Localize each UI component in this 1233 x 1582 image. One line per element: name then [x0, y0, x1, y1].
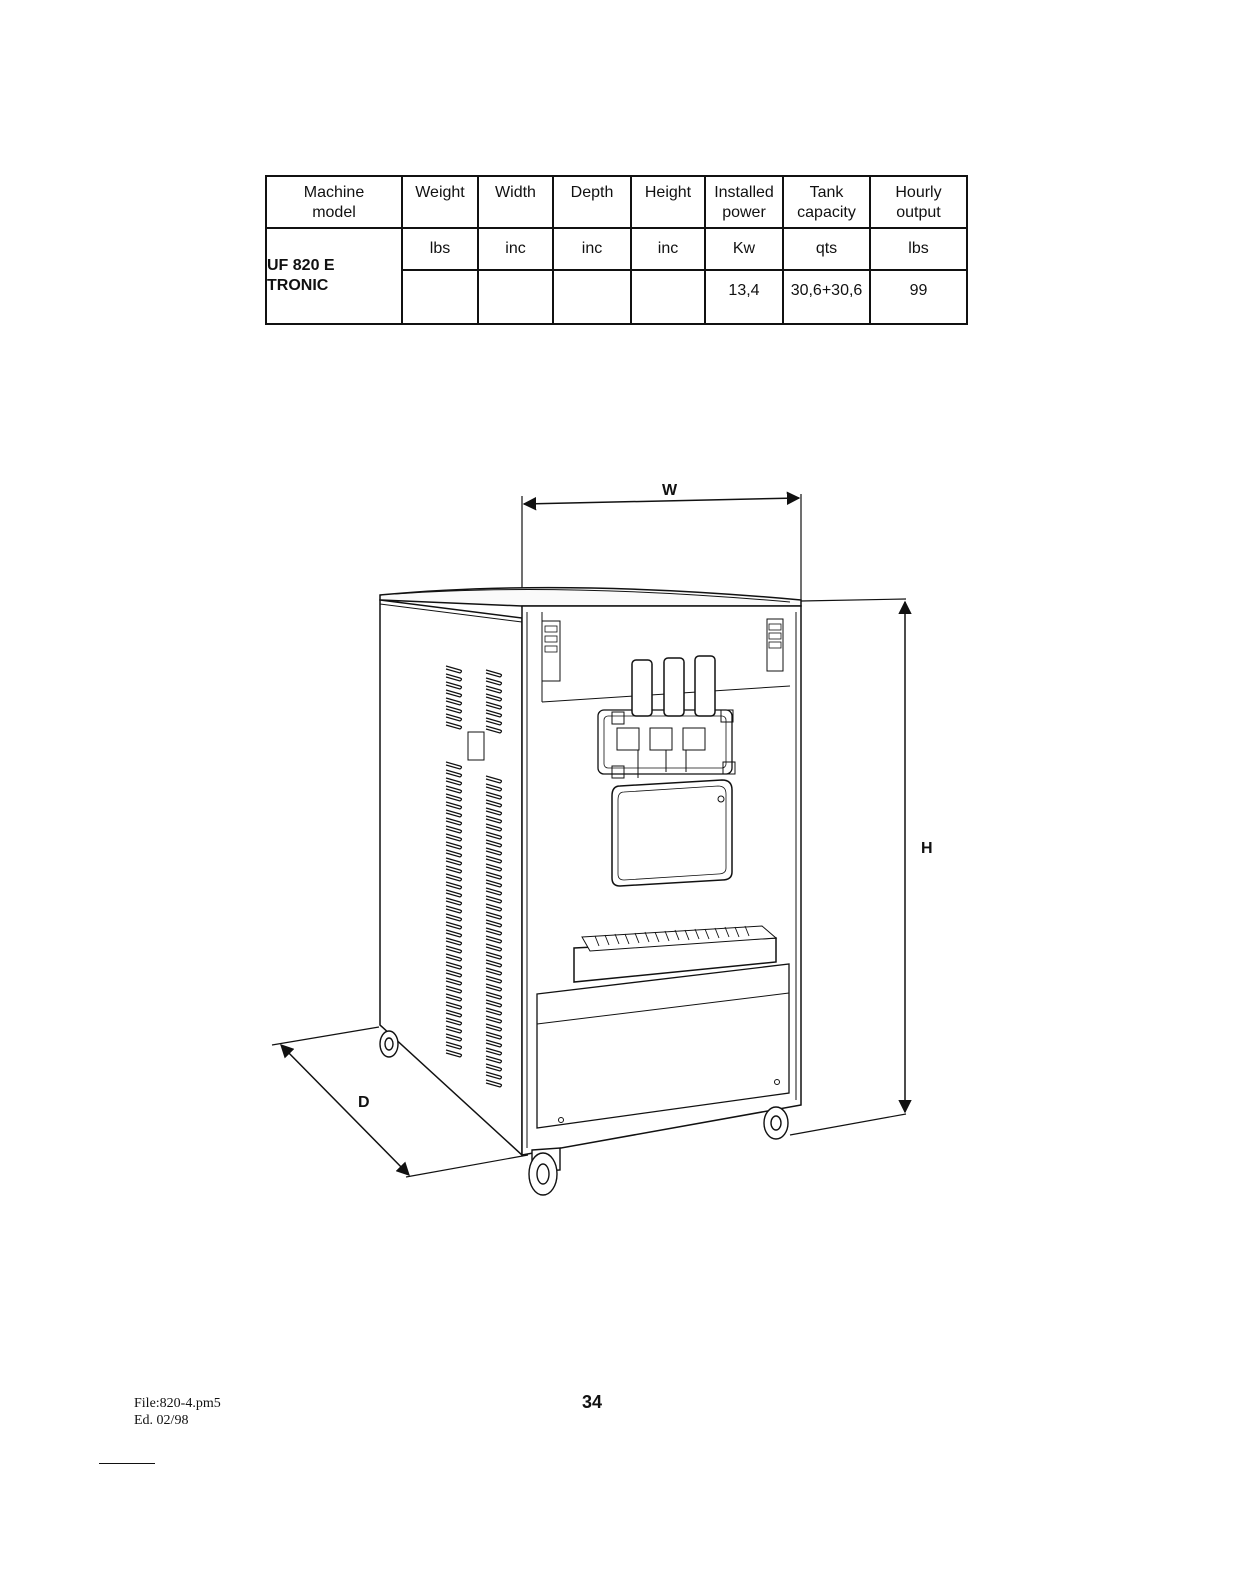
unit-output: lbs	[870, 228, 967, 270]
footer-file-info	[134, 1395, 221, 1429]
machine-body	[380, 588, 801, 1155]
value-power: 13,4	[705, 270, 783, 324]
header-machine-model: Machine model	[266, 176, 402, 228]
footer-rule	[99, 1463, 155, 1464]
model-name: UF 820 E TRONIC	[266, 228, 402, 324]
header-installed-power: Installed power	[705, 176, 783, 228]
header-width: Width	[478, 176, 553, 228]
file-name: File:820-4.pm5	[134, 1396, 221, 1411]
width-label: W	[662, 482, 678, 499]
unit-width: inc	[478, 228, 553, 270]
unit-depth: inc	[553, 228, 631, 270]
header-depth: Depth	[553, 176, 631, 228]
unit-capacity: qts	[783, 228, 870, 270]
value-capacity: 30,6+30,6	[783, 270, 870, 324]
height-label: H	[921, 840, 933, 857]
header-height: Height	[631, 176, 705, 228]
header-weight: Weight	[402, 176, 478, 228]
page-number: 34	[581, 1392, 603, 1412]
height-dimension	[790, 599, 933, 1135]
depth-label: D	[358, 1094, 370, 1111]
unit-weight: lbs	[402, 228, 478, 270]
header-hourly-output: Hourly output	[870, 176, 967, 228]
unit-power: Kw	[705, 228, 783, 270]
header-tank-capacity: Tank capacity	[783, 176, 870, 228]
value-output: 99	[870, 270, 967, 324]
unit-height: inc	[631, 228, 705, 270]
edition: Ed. 02/98	[134, 1413, 189, 1428]
